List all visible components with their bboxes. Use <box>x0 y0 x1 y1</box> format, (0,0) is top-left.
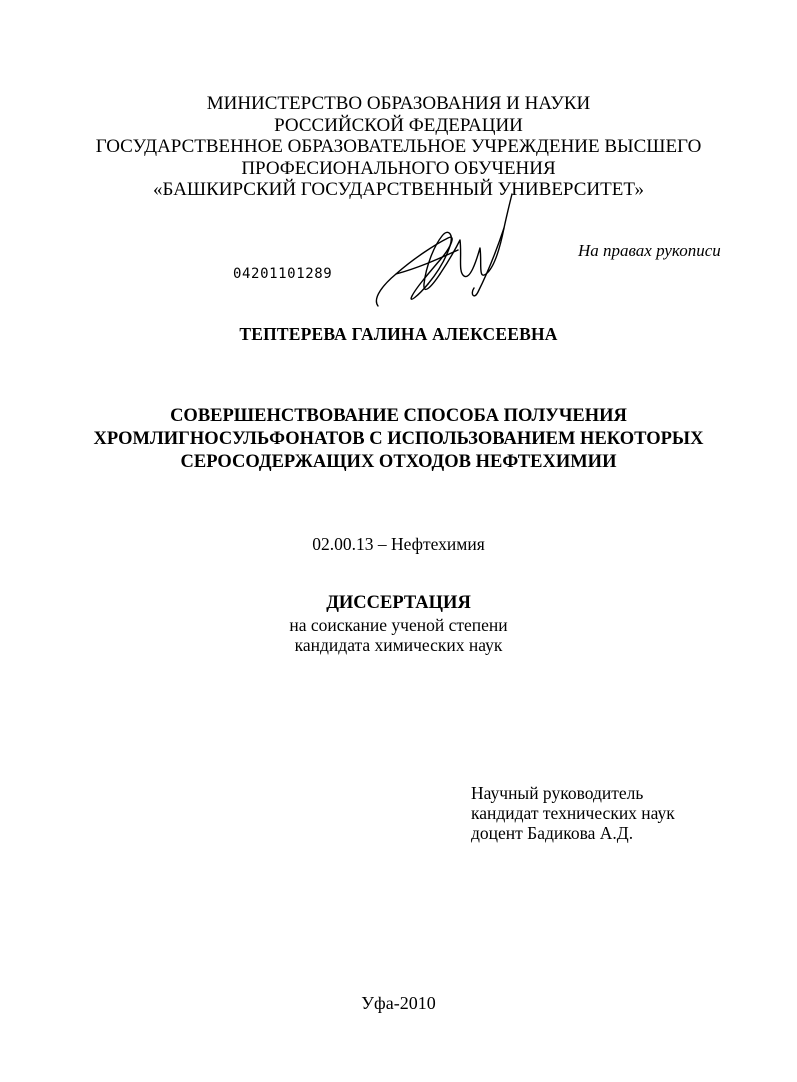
author-name: ТЕПТЕРЕВА ГАЛИНА АЛЕКСЕЕВНА <box>239 324 558 344</box>
degree-line: кандидата химических наук <box>294 635 503 655</box>
advisor-line: Научный руководитель <box>471 783 644 803</box>
catalog-code: 04201101289 <box>233 266 333 282</box>
advisor-line: кандидат технических наук <box>471 803 675 823</box>
header-line: МИНИСТЕРСТВО ОБРАЗОВАНИЯ И НАУКИ <box>206 93 591 114</box>
title-line: СОВЕРШЕНСТВОВАНИЕ СПОСОБА ПОЛУЧЕНИЯ <box>170 406 627 426</box>
degree-info <box>0 615 797 655</box>
city-year: Уфа-2010 <box>361 993 436 1013</box>
document-type: ДИССЕРТАЦИЯ <box>326 593 471 613</box>
handwritten-signature <box>366 188 516 316</box>
header-line: ГОСУДАРСТВЕННОЕ ОБРАЗОВАТЕЛЬНОЕ УЧРЕЖДЕНИЕ ВЫСШЕГО <box>95 136 702 157</box>
header-line: «БАШКИРСКИЙ ГОСУДАРСТВЕННЫЙ УНИВЕРСИТЕТ» <box>153 179 644 200</box>
header-line: РОССИЙСКОЙ ФЕДЕРАЦИИ <box>274 114 523 136</box>
title-line: ХРОМЛИГНОСУЛЬФОНАТОВ С ИСПОЛЬЗОВАНИЕМ НЕКОТОРЫХ <box>93 429 704 449</box>
scientific-advisor <box>471 783 675 843</box>
header-line: ПРОФЕСИОНАЛЬНОГО ОБУЧЕНИЯ <box>241 157 556 179</box>
specialty-code: 02.00.13 – Нефтехимия <box>312 534 485 554</box>
rights-note: На правах рукописи <box>578 241 721 260</box>
institution-header <box>0 93 797 201</box>
degree-line: на соискание ученой степени <box>289 615 508 635</box>
title-line: СЕРОСОДЕРЖАЩИХ ОТХОДОВ НЕФТЕХИМИИ <box>180 452 617 472</box>
dissertation-title <box>0 405 797 474</box>
advisor-line: доцент Бадикова А.Д. <box>471 823 634 843</box>
